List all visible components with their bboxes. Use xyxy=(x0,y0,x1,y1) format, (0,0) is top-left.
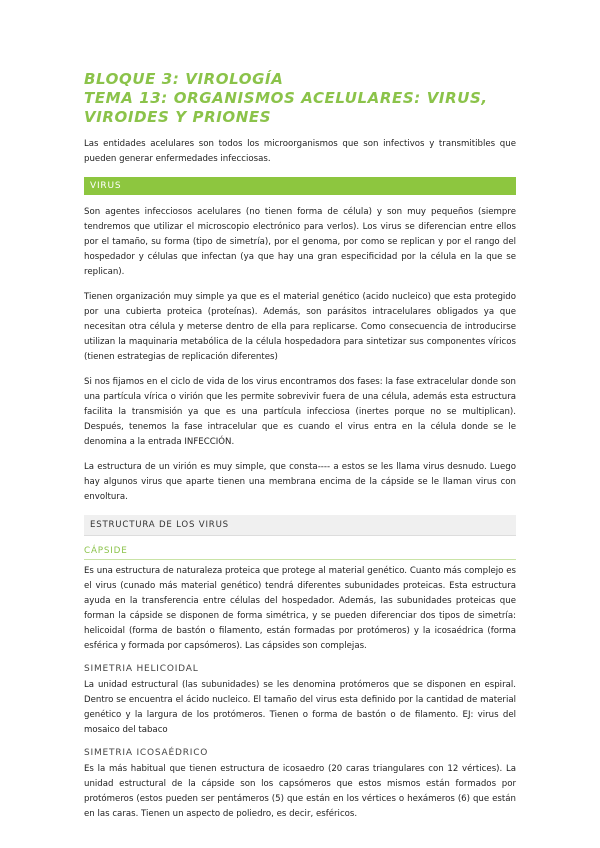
document-page xyxy=(84,70,516,832)
helicoidal-heading: SIMETRIA HELICOIDAL xyxy=(84,664,199,674)
virus-paragraph-1: Son agentes infecciosos acelulares (no tienen forma de célula) y son muy pequeños (siempre tendremos que utilizar el microscopio electrónico para verlos). Los virus se diferencian entre ellos por el tamaño, su forma (tipo de simetría), por el genoma, por como se replican y por el rango del hospedador y células que infectan (ya que hay una gran especificidad por la célula en la que se replican). xyxy=(84,207,516,277)
topic-title: TEMA 13: ORGANISMOS ACELULARES: VIRUS, VIROIDES Y PRIONES xyxy=(84,89,488,126)
helicoidal-paragraph: La unidad estructural (las subunidades) se les denomina protómeros que se disponen en espiral. Dentro se encuentra el ácido nucleico. El tamaño del virus esta definido por la cantidad de material genético y la largura de los protómeros. Tienen o forma de bastón o de filamento. EJ: virus del mosaico del tabaco xyxy=(84,680,516,735)
icosaedrico-heading: SIMETRIA ICOSAÉDRICO xyxy=(84,748,209,758)
capside-heading: CÁPSIDE xyxy=(84,546,516,560)
capside-paragraph: Es una estructura de naturaleza proteica que protege al material genético. Cuanto más complejo es el virus (cunado más material genético) tendrá diferentes subunidades proteicas. Esta estructura ayuda en la transferencia entre células del hospedador. Además, las subunidades proteicas que forman la cápside se disponen de forma simétrica, y se pueden diferenciar dos tipos de simetría: helicoidal (forma de bastón o filamento, están formadas por protómeros) y la icosaédrica (forma esférica y formada por capsómeros). Las cápsides son complejas. xyxy=(84,566,516,651)
icosaedrico-paragraph: Es la más habitual que tienen estructura de icosaedro (20 caras triangulares con 12 vértices). La unidad estructural de la cápside son los capsómeros que estos mismos están formados por protómeros (estos pueden ser pentámeros (5) que están en los vértices o hexámeros (6) que están en las caras. Tienen un aspecto de poliedro, es decir, esféricos. xyxy=(84,764,516,819)
virus-paragraph-3: Si nos fijamos en el ciclo de vida de los virus encontramos dos fases: la fase extracelular donde son una partícula vírica o virión que les permite sobrevivir fuera de una célula, además esta estructura facilita la transmisión ya que es una partícula infecciosa (inertes porque no se multiplican). Después, tenemos la fase intracelular que es cuando el virus entra en la célula donde se le denomina a la entrada INFECCIÓN. xyxy=(84,377,516,447)
block-title: BLOQUE 3: VIROLOGÍA xyxy=(84,70,284,88)
intro-paragraph: Las entidades acelulares son todos los microorganismos que son infectivos y transmitibles que pueden generar enfermedades infecciosas. xyxy=(84,139,516,164)
section-estructura-header: ESTRUCTURA DE LOS VIRUS xyxy=(84,515,516,536)
virus-paragraph-4: La estructura de un virión es muy simple, que consta---- a estos se les llama virus desnudo. Luego hay algunos virus que aparte tienen una membrana encima de la cápside se le llaman virus con envoltura. xyxy=(84,462,516,502)
virus-paragraph-2: Tienen organización muy simple ya que es el material genético (acido nucleico) que esta protegido por una cubierta proteica (proteínas). Además, son parásitos intracelulares obligados ya que necesitan otra célula y meterse dentro de ella para replicarse. Como consecuencia de introducirse utilizan la maquinaria metabólica de la célula hospedadora para sintetizar sus componentes víricos (tienen estrategias de replicación diferentes) xyxy=(84,292,516,362)
section-virus-header: VIRUS xyxy=(84,177,516,195)
